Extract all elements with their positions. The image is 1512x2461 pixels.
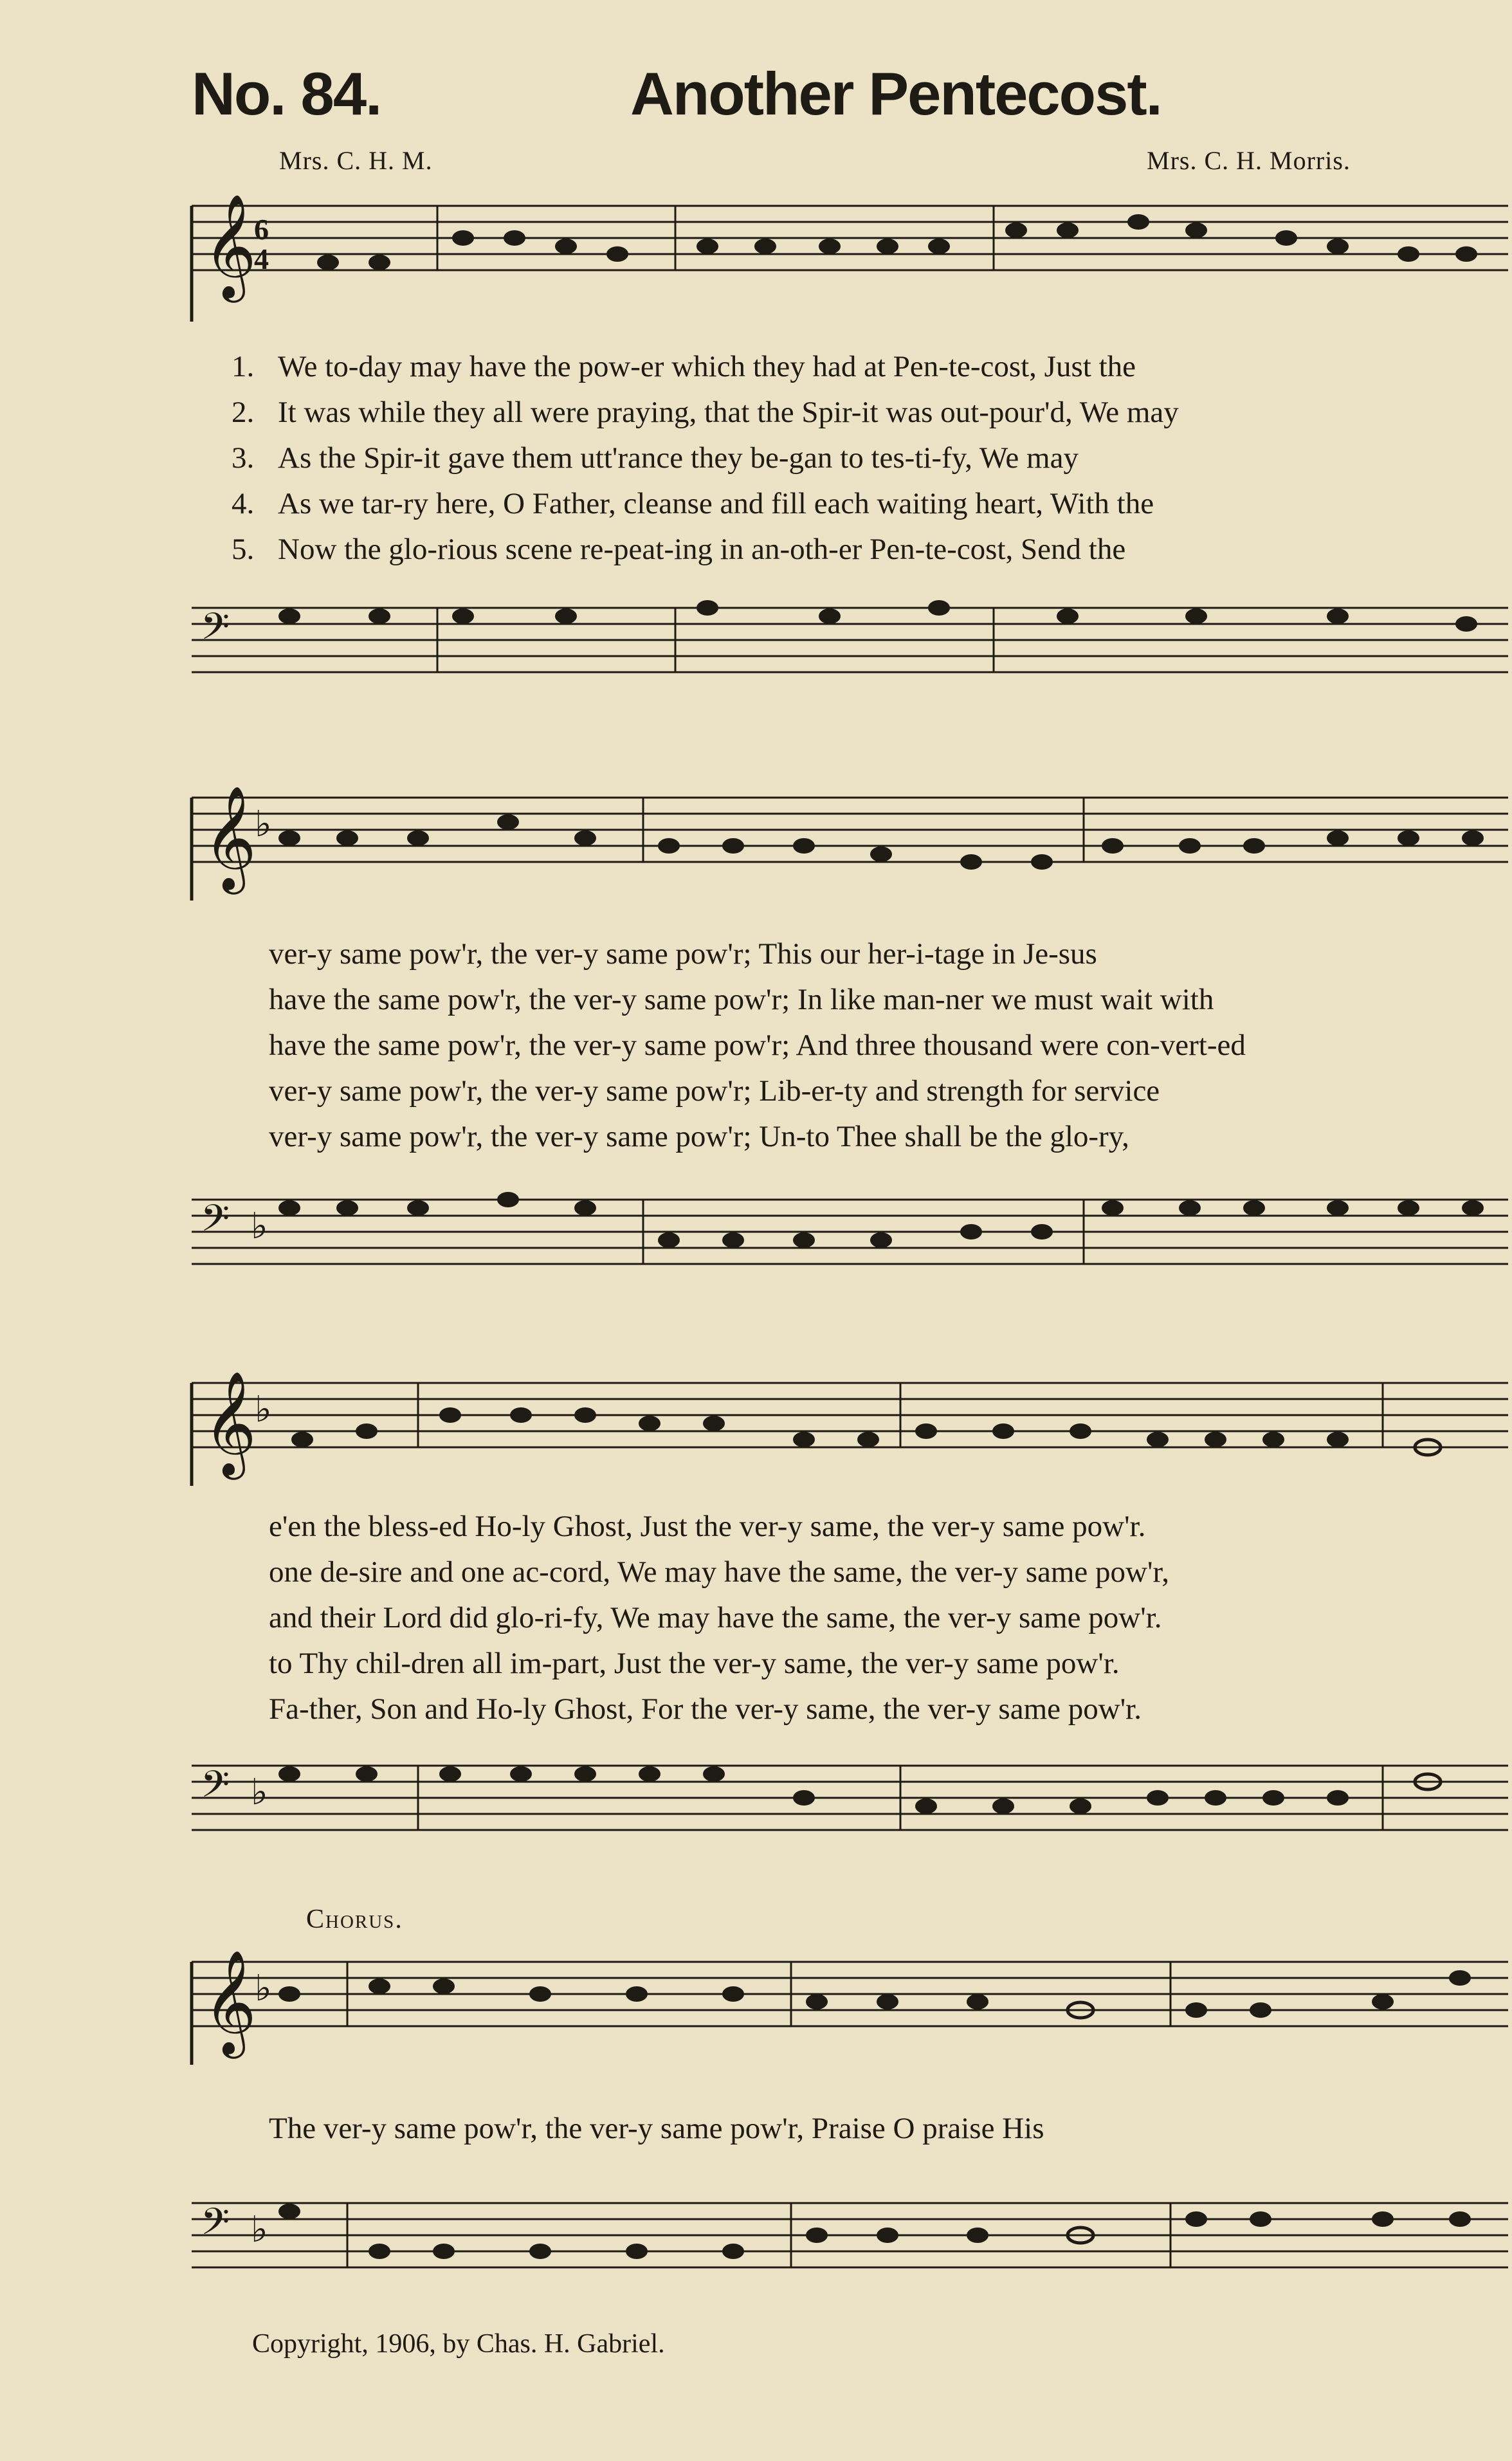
svg-text:𝄞: 𝄞 bbox=[203, 194, 257, 298]
chorus-label: Chorus. bbox=[306, 1905, 403, 1934]
lyric-line: have the same pow'r, the ver-y same pow'r; And three thousand were con-vert-ed bbox=[269, 1029, 1246, 1062]
system-1-bass-staff bbox=[0, 592, 1512, 695]
system-3-bass-staff bbox=[0, 1750, 1512, 1853]
verse-line: 1. We to-day may have the pow-er which they had at Pen-te-cost, Just the bbox=[232, 350, 1136, 383]
system-3-treble-staff bbox=[0, 1364, 1512, 1486]
system-2-lyrics bbox=[269, 931, 1510, 1160]
svg-text:♭: ♭ bbox=[255, 1968, 272, 2009]
lyric-line: ver-y same pow'r, the ver-y same pow'r; This our her-i-tage in Je-sus bbox=[269, 937, 1097, 971]
svg-text:♭: ♭ bbox=[255, 803, 272, 845]
chorus-treble-staff bbox=[0, 1943, 1512, 2065]
system-3-lyrics bbox=[269, 1504, 1510, 1732]
svg-text:𝄢: 𝄢 bbox=[201, 1196, 230, 1249]
lyric-line: to Thy chil-dren all im-part, Just the ver-y same, the ver-y same pow'r. bbox=[269, 1647, 1120, 1680]
svg-text:4: 4 bbox=[254, 242, 269, 275]
verse-line: 3. As the Spir-it gave them utt'rance they be-gan to tes-ti-fy, We may bbox=[232, 441, 1079, 475]
svg-text:𝄢: 𝄢 bbox=[201, 605, 230, 657]
hymn-title: Another Pentecost. bbox=[630, 60, 1161, 127]
svg-text:♭: ♭ bbox=[251, 1771, 268, 1813]
system-2-treble-staff bbox=[0, 778, 1512, 901]
hymn-number: No. 84. bbox=[192, 60, 381, 127]
svg-text:𝄞: 𝄞 bbox=[203, 785, 257, 890]
lyric-line: Fa-ther, Son and Ho-ly Ghost, For the ver-y same, the ver-y same pow'r. bbox=[269, 1692, 1142, 1726]
chorus-lyrics: The ver-y same pow'r, the ver-y same pow'r, Praise O praise His bbox=[269, 2112, 1044, 2145]
words-credit: Mrs. C. H. M. bbox=[279, 146, 433, 175]
copyright-notice: Copyright, 1906, by Chas. H. Gabriel. bbox=[252, 2329, 665, 2359]
verse-line: 5. Now the glo-rious scene re-peat-ing in an-oth-er Pen-te-cost, Send the bbox=[232, 533, 1126, 566]
lyric-line: have the same pow'r, the ver-y same pow'r; In like man-ner we must wait with bbox=[269, 983, 1214, 1016]
svg-text:𝄢: 𝄢 bbox=[201, 1762, 230, 1815]
lyric-line: ver-y same pow'r, the ver-y same pow'r; Lib-er-ty and strength for service bbox=[269, 1074, 1160, 1108]
svg-text:♭: ♭ bbox=[251, 1205, 268, 1247]
svg-text:𝄞: 𝄞 bbox=[203, 1371, 257, 1476]
music-credit: Mrs. C. H. Morris. bbox=[1147, 146, 1351, 175]
svg-text:♭: ♭ bbox=[255, 1389, 272, 1431]
system-1-treble-notes bbox=[0, 193, 1512, 322]
svg-text:𝄞: 𝄞 bbox=[203, 1950, 257, 2054]
svg-text:6: 6 bbox=[254, 213, 269, 246]
verse-line: 2. It was while they all were praying, that the Spir-it was out-pour'd, We may bbox=[232, 396, 1179, 429]
lyric-line: e'en the bless-ed Ho-ly Ghost, Just the ver-y same, the ver-y same pow'r. bbox=[269, 1510, 1146, 1543]
lyric-line: and their Lord did glo-ri-fy, We may have the same, the ver-y same pow'r. bbox=[269, 1601, 1162, 1634]
verse-line: 4. As we tar-ry here, O Father, cleanse and fill each waiting heart, With the bbox=[232, 487, 1154, 520]
svg-text:𝄢: 𝄢 bbox=[201, 2200, 230, 2253]
chorus-bass-staff bbox=[0, 2187, 1512, 2290]
lyric-line: ver-y same pow'r, the ver-y same pow'r; Un-to Thee shall be the glo-ry, bbox=[269, 1120, 1129, 1153]
system-2-bass-staff bbox=[0, 1184, 1512, 1280]
verse-lines bbox=[232, 344, 1486, 572]
lyric-line: one de-sire and one ac-cord, We may have the same, the ver-y same pow'r, bbox=[269, 1555, 1169, 1589]
svg-text:♭: ♭ bbox=[251, 2209, 268, 2251]
